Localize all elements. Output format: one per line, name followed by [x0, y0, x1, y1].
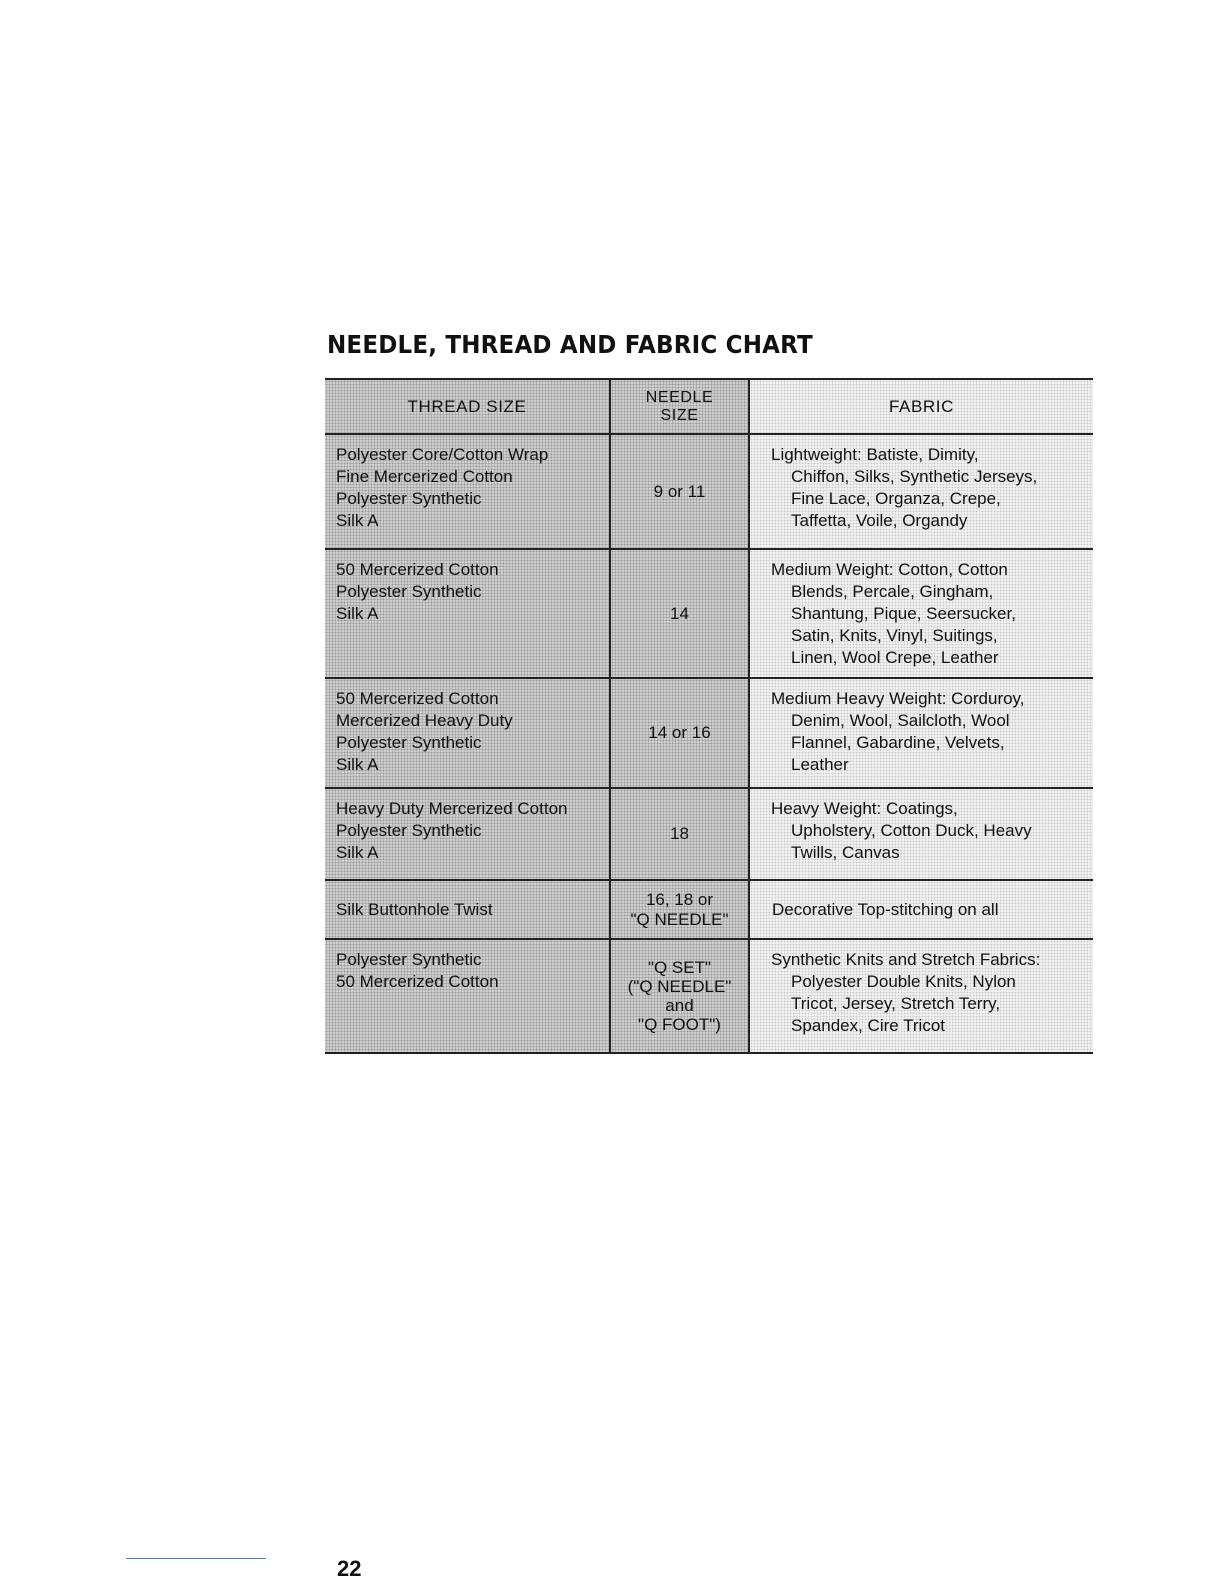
- fabric-line: Lightweight: Batiste, Dimity,: [771, 445, 979, 464]
- thread-cell: Polyester Synthetic 50 Mercerized Cotton: [325, 940, 611, 1052]
- fabric-line: Shantung, Pique, Seersucker,: [791, 604, 1016, 623]
- fabric-line: Chiffon, Silks, Synthetic Jerseys,: [791, 467, 1038, 486]
- page-number: 22: [337, 1556, 362, 1581]
- header-needle-size: NEEDLE SIZE: [611, 380, 750, 435]
- fabric-cell: [750, 550, 1093, 679]
- needle-cell: "Q SET" ("Q NEEDLE" and "Q FOOT"): [611, 940, 750, 1052]
- fabric-cell: [750, 789, 1093, 881]
- thread-cell: 50 Mercerized Cotton Polyester Synthetic Silk A: [325, 550, 611, 679]
- fabric-line: Medium Heavy Weight: Corduroy,: [771, 689, 1025, 708]
- fabric-line: Tricot, Jersey, Stretch Terry,: [791, 994, 1001, 1013]
- thread-cell: Silk Buttonhole Twist: [325, 881, 611, 940]
- fabric-cell: [750, 679, 1093, 789]
- fabric-line: Polyester Double Knits, Nylon: [791, 972, 1016, 991]
- header-fabric: FABRIC: [750, 380, 1093, 435]
- header-thread-size: THREAD SIZE: [325, 380, 611, 435]
- fabric-line: Upholstery, Cotton Duck, Heavy: [791, 821, 1032, 840]
- fabric-line: Blends, Percale, Gingham,: [791, 582, 994, 601]
- fabric-cell: [750, 435, 1093, 550]
- fabric-line: Spandex, Cire Tricot: [791, 1016, 946, 1035]
- fabric-line: Medium Weight: Cotton, Cotton: [771, 560, 1008, 579]
- needle-thread-fabric-table: [325, 378, 1093, 1054]
- fabric-line: Leather: [791, 755, 849, 774]
- needle-cell: 16, 18 or "Q NEEDLE": [611, 881, 750, 940]
- fabric-line: Denim, Wool, Sailcloth, Wool: [791, 711, 1010, 730]
- thread-cell: 50 Mercerized Cotton Mercerized Heavy Duty Polyester Synthetic Silk A: [325, 679, 611, 789]
- fabric-cell: [750, 940, 1093, 1052]
- needle-cell: 14 or 16: [611, 679, 750, 789]
- fabric-line: Synthetic Knits and Stretch Fabrics:: [771, 950, 1041, 969]
- fabric-cell: [750, 881, 1093, 940]
- needle-cell: 14: [611, 550, 750, 679]
- footer-rule: [126, 1558, 266, 1559]
- needle-cell: 9 or 11: [611, 435, 750, 550]
- fabric-line: Twills, Canvas: [791, 843, 900, 862]
- page-title: NEEDLE, THREAD AND FABRIC CHART: [327, 330, 813, 359]
- fabric-line: Heavy Weight: Coatings,: [771, 799, 958, 818]
- fabric-line: Decorative Top-stitching on all: [772, 899, 999, 919]
- fabric-line: Satin, Knits, Vinyl, Suitings,: [791, 626, 998, 645]
- fabric-line: Flannel, Gabardine, Velvets,: [791, 733, 1005, 752]
- fabric-line: Taffetta, Voile, Organdy: [791, 511, 968, 530]
- fabric-line: Linen, Wool Crepe, Leather: [791, 648, 999, 667]
- fabric-line: Fine Lace, Organza, Crepe,: [791, 489, 1001, 508]
- thread-cell: Polyester Core/Cotton Wrap Fine Mercerized Cotton Polyester Synthetic Silk A: [325, 435, 611, 550]
- needle-cell: 18: [611, 789, 750, 881]
- thread-cell: Heavy Duty Mercerized Cotton Polyester Synthetic Silk A: [325, 789, 611, 881]
